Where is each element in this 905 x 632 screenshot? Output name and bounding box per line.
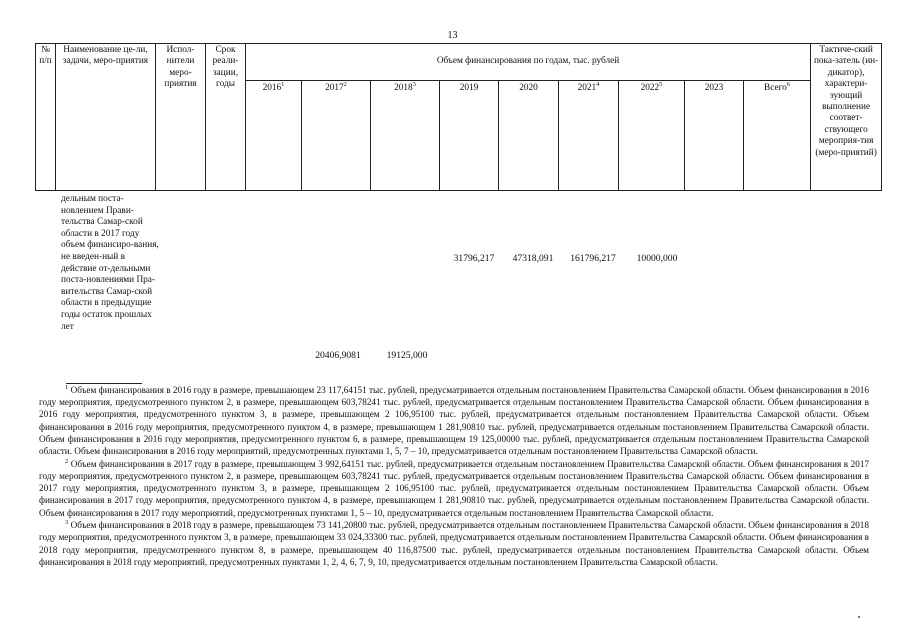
header-financing-title: Объем финансирования по годам, тыс. рублей [246,44,811,81]
page-number: 13 [447,30,458,41]
header-year-2023: 2023 [685,81,744,191]
footnote-2: $^2$ Объем финансирования в 2017 году в размере, превышающем 3 992,64151 тыс. рублей, предусматривается отдельным постановлением Правительства Самарской области. Объем финансирования в 2017 году мероприятия, предусмотренного пунктом 2, в размере, превышающем 603,78241 тыс. рублей, предусматривается отдельным постановлением Правительства Самарской области. Объем финансирования в 2017 году мероприятия, предусмотренного пунктом 3, в размере, превышающем 2 106,95100 тыс. рублей, предусматривается отдельным постановлением Правительства Самарской области. Объем финансирования в 2017 году мероприятия, предусмотренного пунктом 4, в размере, превышающем 1 281,90810 тыс. рублей, предусматривается отдельным постановлением Правительства Самарской области. Объем финансирования в 2017 году мероприятий, предусмотренных пунктами 1, 5 – 10, предусматривается отдельным постановлением Правительства Самарской области. [39,457,870,518]
value-2017: 20406,9081 [315,350,361,361]
value-2020: 47318,091 [512,253,554,264]
header-executors: Испол-нители меро-приятия [156,44,206,191]
header-name: Наименование це-ли, задачи, меро-приятия [56,44,156,191]
value-2019: 31796,217 [453,253,495,264]
financing-table [35,43,882,191]
footnote-1: $^1$ Объем финансирования в 2016 году в размере, превышающем 23 117,64151 тыс. рублей, предусматривается отдельным постановлением Правительства Самарской области. Объем финансирования в 2016 году мероприятия, предусмотренного пунктом 2, в размере, превышающем 603,78241 тыс. рублей, предусматривается отдельным постановлением Правительства Самарской области. Объем финансирования в 2016 году мероприятия, предусмотренного пунктом 3, в размере, превышающем 2 106,95100 тыс. рублей, предусматривается отдельным постановлением Правительства Самарской области. Объем финансирования в 2016 году мероприятия, предусмотренного пунктом 4, в размере, превышающем 1 281,90810 тыс. рублей, предусматривается отдельным постановлением Правительства Самарской области. Объем финансирования в 2016 году мероприятия, предусмотренного пунктом 6, в размере, превышающем 19 125,00000 тыс. рублей, предусматривается отдельным постановлением Правительства Самарской области. Объем финансирования в 2016 году мероприятий, предусмотренных пунктами 1, 5, 7 – 10, предусматривается отдельным постановлением Правительства Самарской области. [39,384,869,457]
measure-continuation-text: дельным поста-новлением Прави-тельства Самар-ской области в 2017 году объем финансиро-вания, не введен-ный в действие от-дельными поста-новлениями Пра-вительства Самар-ской области в предыдущие годы остаток прошлых лет [61,194,159,332]
value-2018: 19125,000 [386,350,428,361]
value-2021: 161796,217 [570,253,616,264]
header-term: Срок реали-зации, годы [206,44,246,191]
header-year-2021: 2021$^4$ [559,81,619,191]
header-total: Всего$^6$ [744,81,811,191]
header-year-2022: 2022$^5$ [619,81,685,191]
header-year-2017: 2017$^2$ [302,81,371,191]
footnotes [39,384,869,569]
header-year-2016: 2016$^1$ [246,81,302,191]
header-year-2019: 2019 [440,81,499,191]
value-2022: 10000,000 [636,253,678,264]
header-year-2020: 2020 [499,81,559,191]
header-year-2018: 2018$^3$ [371,81,440,191]
scan-dot [858,616,860,618]
header-num: № п/п [36,44,56,191]
footnote-3: $^3$ Объем финансирования в 2018 году в размере, превышающем 73 141,20800 тыс. рублей, предусматривается отдельным постановлением Правительства Самарской области. Объем финансирования в 2018 году мероприятия, предусмотренного пунктом 3, в размере, превышающем 33 024,33300 тыс. рублей, предусматривается отдельным постановлением Правительства Самарской области. Объем финансирования в 2018 году мероприятия, предусмотренного пунктом 8, в размере, превышающем 40 116,87500 тыс. рублей, предусматривается отдельным постановлением Правительства Самарской области. Объем финансирования в 2018 году мероприятий, предусмотренных пунктами 1, 2, 4, 6, 7, 9, 10, предусматривается отдельным постановлением Правительства Самарской области. [39,519,869,567]
header-indicator: Тактиче-ский пока-затель (ин-дикатор), характери-зующий выполнение соответ-ствующего мероприя-тия (меро-приятий) [811,44,882,191]
